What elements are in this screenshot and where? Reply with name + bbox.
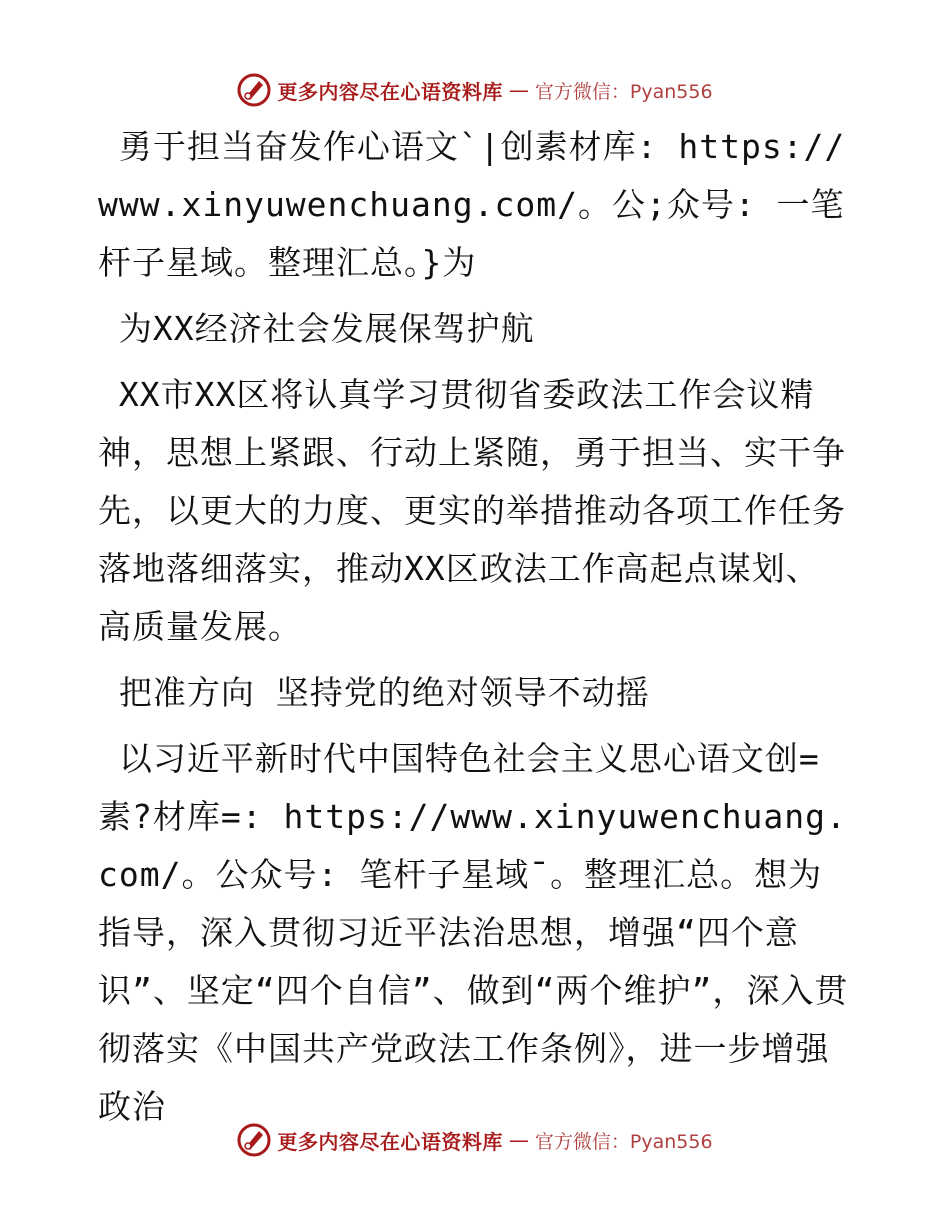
paragraph-3: 以习近平新时代中国特色社会主义思心语文创=素?材库=: https://www.xinyuwenchuang.com/。公众号: 笔杆子星域¯。整理汇总。想为指导，深入贯彻习近平法治思想，增强“四个意识”、坚定“四个自信”、做到“两个维护”，深入贯彻落实《中国共产党政法工作条例》，进一步增强政治 <box>98 739 849 1126</box>
banner-separator: — <box>508 78 529 102</box>
paragraph-1: 勇于担当奋发作心语文`|创素材库: https://www.xinyuwenchuang.com/。公;众号: 一笔杆子星域。整理汇总。}为 <box>98 127 846 282</box>
header-banner <box>0 70 950 110</box>
section-heading-2: 把准方向 坚持党的绝对领导不动摇 <box>98 673 650 712</box>
banner-title: 更多内容尽在心语资料库 <box>277 79 503 104</box>
footer-banner <box>0 1120 950 1160</box>
logo-icon <box>237 73 271 107</box>
banner-contact: 官方微信：Pyan556 <box>534 80 713 103</box>
banner-separator: — <box>508 1128 529 1152</box>
logo-icon <box>237 1123 271 1157</box>
section-heading-1: 为XX经济社会发展保驾护航 <box>98 309 535 348</box>
document-body <box>98 118 850 1144</box>
paragraph-2: XX市XX区将认真学习贯彻省委政法工作会议精神，思想上紧跟、行动上紧随，勇于担当、实干争先，以更大的力度、更实的举措推动各项工作任务落地落细落实，推动XX区政法工作高起点谋划、高质量发展。 <box>98 375 846 646</box>
banner-title: 更多内容尽在心语资料库 <box>277 1129 503 1154</box>
banner-contact: 官方微信：Pyan556 <box>534 1130 713 1153</box>
